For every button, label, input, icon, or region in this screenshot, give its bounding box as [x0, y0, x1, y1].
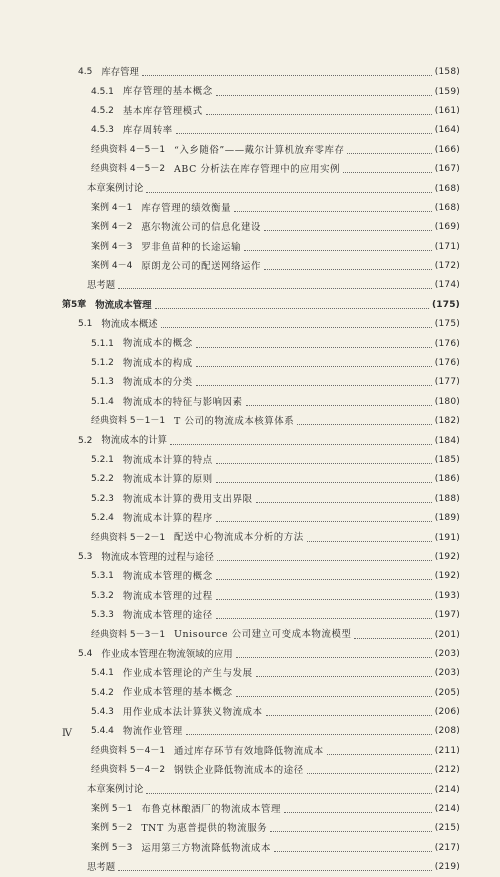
dot-leader: [256, 502, 432, 503]
toc-page-number: (176): [434, 338, 460, 349]
toc-entry-title: 库存管理的绩效衡量: [141, 202, 232, 214]
toc-section-row: [0, 179, 460, 198]
dot-leader: [142, 75, 432, 76]
toc-entry-row: [0, 199, 460, 218]
toc-entry-number: 案例 5－2: [91, 823, 133, 834]
dot-leader: [327, 754, 432, 755]
dot-leader: [264, 269, 432, 270]
toc-entry-number: 5.3.3: [91, 610, 114, 621]
dot-leader: [161, 327, 432, 328]
dot-leader: [216, 521, 432, 522]
toc-entry-title: 物流成本管理的途径: [122, 609, 213, 621]
toc-entry-row: [0, 354, 460, 373]
page-number: Ⅳ: [62, 728, 72, 739]
toc-entry-number: 5.1.1: [91, 338, 114, 349]
toc-page-number: (219): [434, 862, 460, 873]
toc-entry-title: 钢铁企业降低物流成本的途径: [174, 765, 304, 777]
toc-entry-number: 经典资料 5－4－1: [91, 745, 166, 756]
toc-entry-row: [0, 625, 460, 644]
toc-entry-number: 4.5.2: [91, 105, 114, 116]
toc-entry-row: [0, 587, 460, 606]
toc-entry-number: 案例 4－2: [91, 222, 133, 233]
toc-page-number: (192): [434, 551, 460, 562]
toc-page-number: (203): [434, 648, 460, 659]
dot-leader: [216, 482, 432, 483]
toc-page-number: (174): [434, 280, 460, 291]
toc-page-number: (211): [434, 745, 460, 756]
toc-entry-number: 5.4.3: [91, 707, 114, 718]
dot-leader: [176, 133, 432, 134]
toc-entry-title: 物流成本的分类: [122, 377, 193, 389]
toc-entry-title: 物流作业管理: [122, 726, 183, 738]
toc-entry-row: [0, 102, 460, 121]
toc-entry-number: 5.1.4: [91, 396, 114, 407]
toc-entry-title: 物流成本管理的过程与途径: [101, 551, 214, 563]
toc-entry-row: [0, 509, 460, 528]
toc-entry-title: 通过库存环节有效地降低物流成本: [174, 745, 324, 757]
dot-leader: [297, 424, 432, 425]
dot-leader: [246, 405, 432, 406]
toc-entry-number: 5.1: [78, 319, 93, 330]
toc-entry-row: [0, 800, 460, 819]
toc-page-number: (180): [434, 396, 460, 407]
toc-page-number: (161): [434, 105, 460, 116]
toc-entry-row: [0, 218, 460, 237]
toc-entry-row: [0, 490, 460, 509]
toc-section-row: [0, 858, 460, 877]
toc-entry-number: 5.1.2: [91, 358, 114, 369]
toc-entry-number: 4.5: [78, 67, 93, 78]
toc-entry-row: [0, 257, 460, 276]
dot-leader: [236, 696, 432, 697]
toc-entry-row: [0, 664, 460, 683]
toc-entry-row: [0, 373, 460, 392]
toc-entry-number: 经典资料 5－2－1: [91, 532, 166, 543]
toc-page-number: (206): [434, 707, 460, 718]
toc-entry-number: 经典资料 4－5－2: [91, 164, 166, 175]
dot-leader: [216, 618, 432, 619]
toc-entry-number: 案例 5－3: [91, 842, 133, 853]
toc-page-number: (159): [434, 86, 460, 97]
toc-entry-title: 物流成本管理: [95, 299, 152, 311]
toc-entry-number: 案例 4－3: [91, 241, 133, 252]
toc-entry-title: 物流成本的特征与影响因素: [122, 396, 243, 408]
dot-leader: [196, 385, 432, 386]
toc-page-number: (166): [434, 144, 460, 155]
dot-leader: [118, 870, 432, 871]
dot-leader: [307, 541, 432, 542]
toc-entry-row: [0, 451, 460, 470]
toc-entry-number: 5.2.2: [91, 474, 114, 485]
toc-entry-row: [0, 334, 460, 353]
dot-leader: [244, 250, 432, 251]
toc-entry-row: [0, 82, 460, 101]
toc-entry-row: [0, 684, 460, 703]
dot-leader: [256, 676, 432, 677]
toc-entry-row: [0, 121, 460, 140]
toc-section-row: [0, 315, 460, 334]
table-of-contents: [0, 63, 500, 877]
toc-page-number: (182): [434, 416, 460, 427]
toc-entry-number: 5.4: [78, 648, 93, 659]
toc-entry-title: 库存周转率: [122, 125, 173, 137]
toc-entry-title: 原朗龙公司的配送网络运作: [141, 260, 262, 272]
toc-entry-title: 物流成本计算的程序: [122, 512, 213, 524]
toc-entry-number: 经典资料 5－1－1: [91, 416, 166, 427]
toc-entry-row: [0, 141, 460, 160]
toc-page-number: (185): [434, 455, 460, 465]
toc-entry-title: T 公司的物流成本核算体系: [174, 416, 295, 428]
toc-entry-row: [0, 742, 460, 761]
dot-leader: [196, 347, 432, 348]
toc-page-number: (197): [434, 610, 460, 621]
toc-page-number: (192): [434, 571, 460, 582]
toc-entry-number: 5.2.1: [91, 455, 114, 465]
toc-entry-title: 罗非鱼苗种的长途运输: [141, 241, 242, 253]
toc-entry-number: 5.4.4: [91, 726, 114, 737]
toc-page-number: (214): [434, 784, 460, 795]
toc-entry-title: 库存管理: [101, 66, 139, 78]
toc-entry-number: 5.3.2: [91, 590, 114, 601]
toc-entry-number: 5.2: [78, 435, 93, 446]
toc-entry-number: 5.2.4: [91, 513, 114, 524]
toc-entry-number: 第5章: [62, 299, 87, 310]
toc-entry-number: 案例 4－4: [91, 261, 133, 272]
toc-page-number: (189): [434, 513, 460, 524]
toc-entry-number: 5.4.1: [91, 668, 114, 679]
toc-entry-title: 本章案例讨论: [87, 784, 144, 796]
dot-leader: [206, 114, 432, 115]
toc-page-number: (186): [434, 474, 460, 485]
toc-entry-title: 思考题: [87, 862, 116, 873]
toc-entry-title: 物流成本概述: [101, 319, 158, 331]
toc-entry-title: 思考题: [87, 280, 116, 292]
toc-entry-number: 经典资料 4－5－1: [91, 144, 166, 155]
toc-entry-title: 本章案例讨论: [87, 183, 144, 195]
toc-page-number: (168): [434, 202, 460, 213]
toc-page-number: (208): [434, 726, 460, 737]
dot-leader: [216, 599, 432, 600]
toc-entry-title: 用作业成本法计算狭义物流成本: [122, 706, 263, 718]
toc-entry-title: 配送中心物流成本分析的方法: [174, 532, 304, 544]
toc-entry-number: 5.1.3: [91, 377, 114, 388]
dot-leader: [186, 734, 432, 735]
toc-page-number: (191): [434, 532, 460, 543]
toc-entry-title: 物流成本的构成: [122, 357, 193, 369]
toc-entry-title: 物流成本的计算: [101, 435, 167, 447]
toc-page-number: (168): [434, 183, 460, 194]
dot-leader: [118, 288, 432, 289]
dot-leader: [217, 560, 432, 561]
toc-chapter-row: [0, 296, 460, 315]
toc-page-number: (217): [434, 842, 460, 853]
dot-leader: [354, 638, 431, 639]
dot-leader: [216, 95, 432, 96]
toc-entry-number: 5.3.1: [91, 571, 114, 582]
dot-leader: [266, 715, 432, 716]
toc-entry-title: 物流成本计算的特点: [122, 454, 213, 466]
dot-leader: [234, 211, 432, 212]
toc-entry-row: [0, 412, 460, 431]
toc-entry-row: [0, 528, 460, 547]
toc-entry-title: 物流成本计算的费用支出界限: [122, 493, 253, 505]
dot-leader: [284, 812, 432, 813]
toc-page-number: (167): [434, 164, 460, 175]
dot-leader: [216, 463, 432, 464]
toc-entry-number: 4.5.3: [91, 125, 114, 136]
toc-page-number: (177): [434, 377, 460, 388]
toc-page-number: (201): [434, 629, 460, 640]
toc-entry-row: [0, 160, 460, 179]
toc-page-number: (172): [434, 261, 460, 272]
toc-entry-row: [0, 470, 460, 489]
dot-leader: [146, 793, 432, 794]
toc-entry-number: 经典资料 5－4－2: [91, 765, 166, 776]
dot-leader: [216, 579, 432, 580]
dot-leader: [196, 366, 432, 367]
toc-entry-title: 运用第三方物流降低物流成本: [141, 842, 272, 854]
dot-leader: [146, 192, 432, 193]
dot-leader: [270, 831, 432, 832]
dot-leader: [264, 230, 432, 231]
dot-leader: [347, 153, 431, 154]
dot-leader: [307, 773, 432, 774]
toc-section-row: [0, 548, 460, 567]
toc-entry-title: 物流成本管理的概念: [122, 571, 213, 583]
toc-section-row: [0, 645, 460, 664]
toc-page-number: (212): [434, 765, 460, 776]
toc-entry-row: [0, 606, 460, 625]
toc-entry-title: 作业成本管理的基本概念: [122, 687, 233, 699]
toc-page-number: (203): [434, 668, 460, 679]
toc-entry-row: [0, 819, 460, 838]
toc-entry-number: 5.4.2: [91, 687, 114, 698]
toc-entry-row: [0, 761, 460, 780]
dot-leader: [170, 444, 432, 445]
toc-entry-number: 4.5.1: [91, 86, 114, 97]
toc-entry-number: 5.3: [78, 551, 93, 562]
toc-entry-title: Unisource 公司建立可变成本物流模型: [174, 629, 352, 641]
toc-section-row: [0, 63, 460, 82]
toc-entry-row: [0, 839, 460, 858]
toc-entry-title: 基本库存管理模式: [122, 105, 203, 117]
toc-entry-number: 案例 4－1: [91, 202, 133, 213]
toc-section-row: [0, 276, 460, 295]
toc-entry-title: 作业成本管理在物流领域的应用: [101, 648, 233, 660]
dot-leader: [343, 172, 432, 173]
toc-entry-row: [0, 393, 460, 412]
toc-entry-row: [0, 567, 460, 586]
toc-entry-row: [0, 238, 460, 257]
toc-page-number: (205): [434, 687, 460, 698]
toc-page-number: (193): [434, 590, 460, 601]
toc-entry-number: 案例 5－1: [91, 804, 133, 815]
toc-entry-title: ABC 分析法在库存管理中的应用实例: [174, 163, 341, 175]
toc-section-row: [0, 431, 460, 450]
toc-page-number: (175): [431, 299, 460, 310]
dot-leader: [236, 657, 432, 658]
toc-page-number: (184): [434, 435, 460, 446]
toc-entry-number: 5.2.3: [91, 493, 114, 504]
toc-page-number: (164): [434, 125, 460, 136]
toc-page-number: (188): [434, 493, 460, 504]
dot-leader: [274, 851, 432, 852]
toc-entry-title: “入乡随俗”——戴尔计算机放弃零库存: [174, 144, 345, 156]
toc-entry-title: 物流成本计算的原则: [122, 474, 213, 486]
toc-entry-title: 库存管理的基本概念: [122, 86, 213, 98]
toc-page-number: (214): [434, 804, 460, 815]
dot-leader: [155, 308, 429, 309]
toc-entry-title: TNT 为惠普提供的物流服务: [141, 823, 268, 835]
toc-entry-title: 物流成本管理的过程: [122, 590, 213, 602]
toc-entry-title: 惠尔物流公司的信息化建设: [141, 222, 262, 234]
toc-page-number: (171): [434, 241, 460, 252]
toc-page-number: (176): [434, 358, 460, 369]
toc-page-number: (158): [434, 67, 460, 78]
toc-entry-title: 物流成本的概念: [122, 338, 193, 350]
toc-section-row: [0, 780, 460, 799]
toc-entry-title: 作业成本管理论的产生与发展: [122, 668, 253, 680]
toc-page-number: (169): [434, 222, 460, 233]
toc-entry-title: 布鲁克林酿酒厂的物流成本管理: [141, 803, 281, 815]
toc-entry-row: [0, 703, 460, 722]
toc-page-number: (215): [434, 823, 460, 834]
toc-entry-number: 经典资料 5－3－1: [91, 629, 166, 640]
toc-page-number: (175): [434, 319, 460, 330]
